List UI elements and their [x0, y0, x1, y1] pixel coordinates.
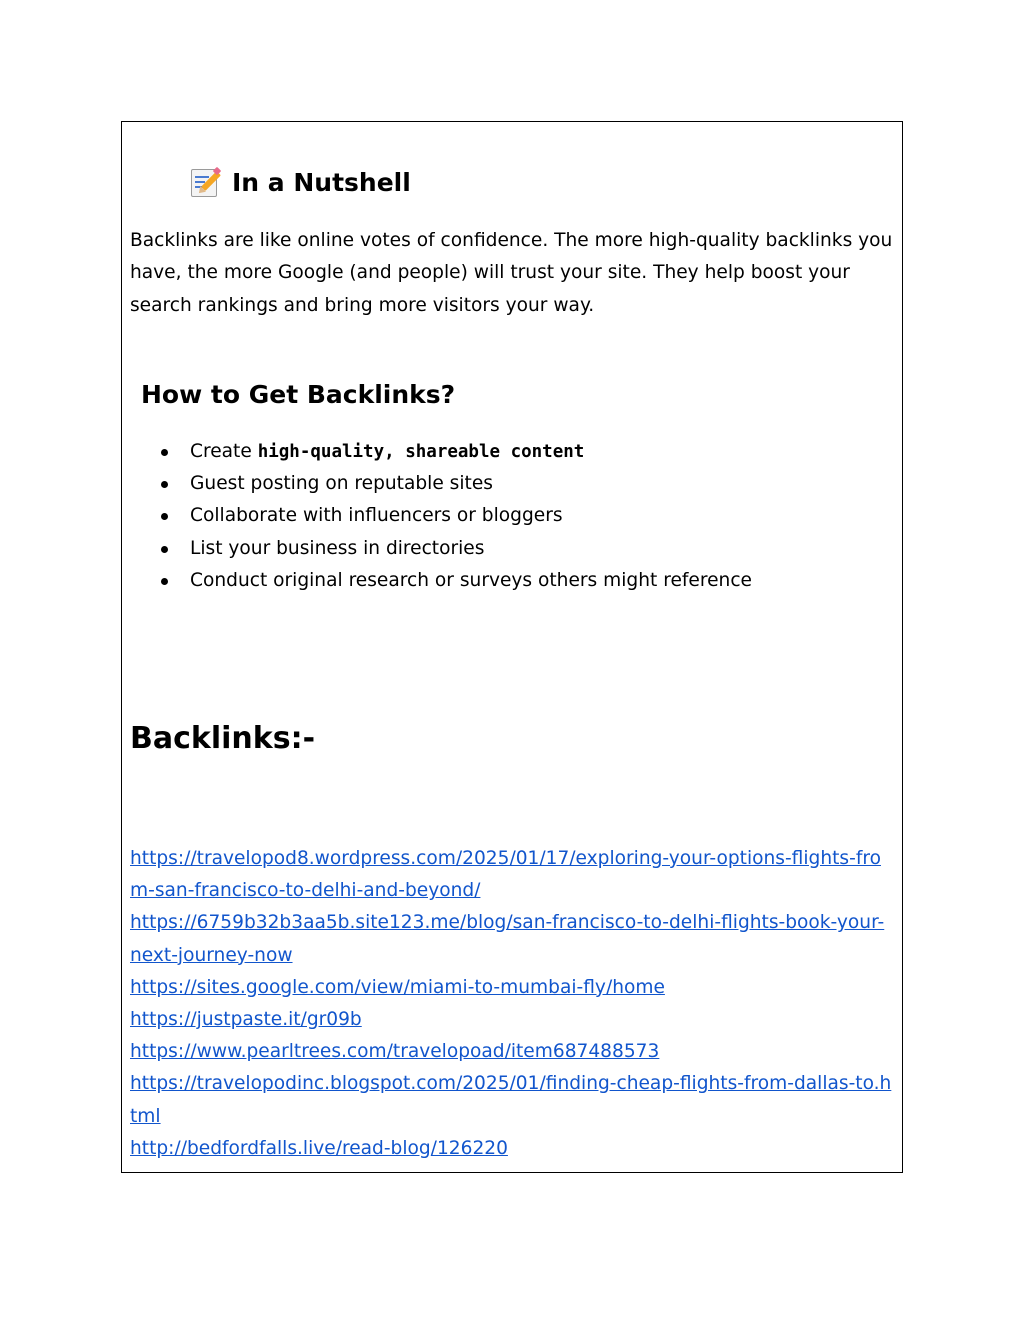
list-item: Create high-quality, shareable content: [130, 436, 752, 468]
list-item: Conduct original research or surveys others might reference: [130, 565, 752, 597]
backlink-link[interactable]: http://bedfordfalls.live/read-blog/126220: [130, 1137, 508, 1159]
backlink-link[interactable]: https://6759b32b3aa5b.site123.me/blog/san-francisco-to-delhi-flights-book-your-next-journey-now: [130, 912, 885, 966]
backlink-link[interactable]: https://sites.google.com/view/miami-to-mumbai-fly/home: [130, 976, 665, 998]
nutshell-heading: [190, 164, 411, 202]
list-item: List your business in directories: [130, 533, 752, 565]
how-to-list: [130, 436, 752, 597]
list-item: Guest posting on reputable sites: [130, 468, 752, 500]
backlink-link[interactable]: https://justpaste.it/gr09b: [130, 1009, 362, 1031]
list-item: Collaborate with influencers or bloggers: [130, 500, 752, 532]
backlinks-list: [130, 843, 895, 1165]
nutshell-paragraph: Backlinks are like online votes of confidence. The more high-quality backlinks you have, the more Google (and people) will trust your site. They help boost your search rankings and bring more visitors your way.: [130, 230, 893, 316]
backlink-link[interactable]: https://travelopod8.wordpress.com/2025/01/17/exploring-your-options-flights-from-san-francisco-to-delhi-and-beyond/: [130, 848, 881, 902]
memo-icon: [190, 166, 220, 196]
nutshell-title: In a Nutshell: [232, 168, 411, 197]
backlinks-heading: Backlinks:-: [130, 721, 316, 756]
backlink-link[interactable]: https://travelopodinc.blogspot.com/2025/01/finding-cheap-flights-from-dallas-to.html: [130, 1073, 892, 1127]
how-to-heading: How to Get Backlinks?: [141, 380, 456, 409]
backlink-link[interactable]: https://www.pearltrees.com/travelopoad/item687488573: [130, 1041, 660, 1063]
